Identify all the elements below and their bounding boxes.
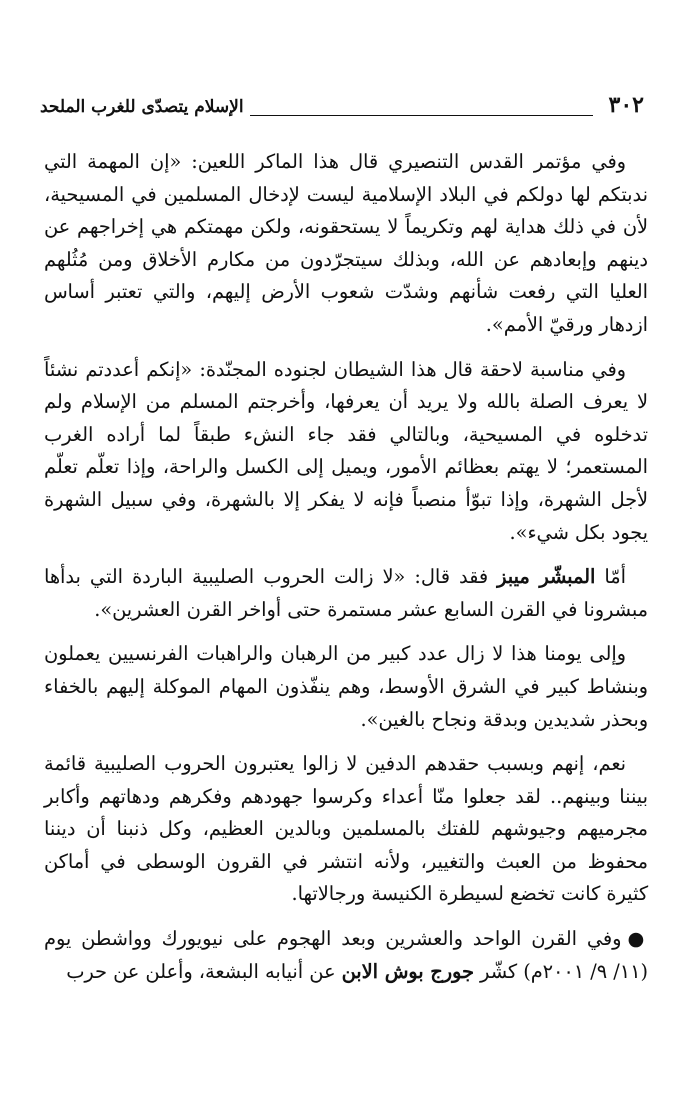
paragraph: وفي مناسبة لاحقة قال هذا الشيطان لجنوده المجنّدة: «إنكم أعددتم نشئاً لا يعرف الصلة بالله ولا يريد أن يعرفها، وأخرجتم المسلم من الإسلام ولم تدخلوه في المسيحية، وبالتالي فقد جاء النشء طبقاً لما أراده الغرب المستعمر؛ لا يهتم بعظائم الأمور، ويميل إلى الكسل والراحة، وإذا تعلّم تعلّم لأجل الشهرة، وإذا تبوّأ منصباً فإنه لا يفكر إلا بالشهرة، وفي سبيل الشهرة يجود بكل شيء». xyxy=(44,357,648,544)
running-title: الإسلام يتصدّى للغرب الملحد xyxy=(40,97,244,117)
bold-name: جورج بوش الابن xyxy=(341,959,474,983)
paragraph-text: عن أنيابه البشعة، وأعلن عن حرب xyxy=(66,959,342,983)
page-header xyxy=(40,86,644,116)
paragraph-text: فقد قال: «لا زالت الحروب الصليبية الباردة التي بدأها مبشرونا في القرن السابع عشر مستمرة حتى أواخر القرن العشرين». xyxy=(44,565,648,621)
bullet-icon: ● xyxy=(627,927,648,951)
header-rule xyxy=(250,101,593,116)
paragraph-text: أمّا xyxy=(595,565,626,589)
paragraph xyxy=(44,923,648,988)
paragraph: وفي مؤتمر القدس التنصيري قال هذا الماكر اللعين: «إن المهمة التي ندبتكم لها دولكم في البلاد الإسلامية ليست لإدخال المسلمين في المسيحية، لأن في ذلك هداية لهم وتكريماً لا يستحقونه، ولكن مهمتكم هي إخراجهم عن دينهم وإبعادهم عن الله، وبذلك سيتجرّدون من مكارم الأخلاق ومن مُثُلهم العليا التي رفعت شأنهم وشدّت شعوب الأرض إليهم، والتي تعتبر أساس ازدهار ورقيّ الأمم». xyxy=(44,150,648,336)
paragraph: نعم، إنهم وبسبب حقدهم الدفين لا زالوا يعتبرون الحروب الصليبية قائمة بيننا وبينهم.. لقد جعلوا منّا أعداء وكرسوا جهودهم وفكرهم ودهاتهم وأكابر مجرميهم وجيوشهم للفتك بالمسلمين وبالدين العظيم، وكل ذنبنا أن ديننا محفوظ من العبث والتغيير، ولأنه انتشر في القرون الوسطى في أماكن كثيرة كانت تخضع لسيطرة الكنيسة ورجالاتها. xyxy=(44,752,648,906)
body-text xyxy=(44,146,648,1000)
paragraph: وإلى يومنا هذا لا زال عدد كبير من الرهبان والراهبات الفرنسيين يعملون وبنشاط كبير في الشرق الأوسط، وهم ينفّذون المهام الموكلة إليهم بالخفاء وبحذر شديدين وبدقة ونجاح بالغين». xyxy=(44,642,648,731)
bold-name: المبشّر ميبز xyxy=(497,565,596,589)
paragraph-text: وفي القرن الواحد والعشرين وبعد الهجوم على نيويورك وواشطن يوم (١١/ ٩/ ٢٠٠١م) كشّر xyxy=(44,927,648,983)
page-number: ٣٠٢ xyxy=(608,92,644,118)
paragraph xyxy=(44,561,648,626)
